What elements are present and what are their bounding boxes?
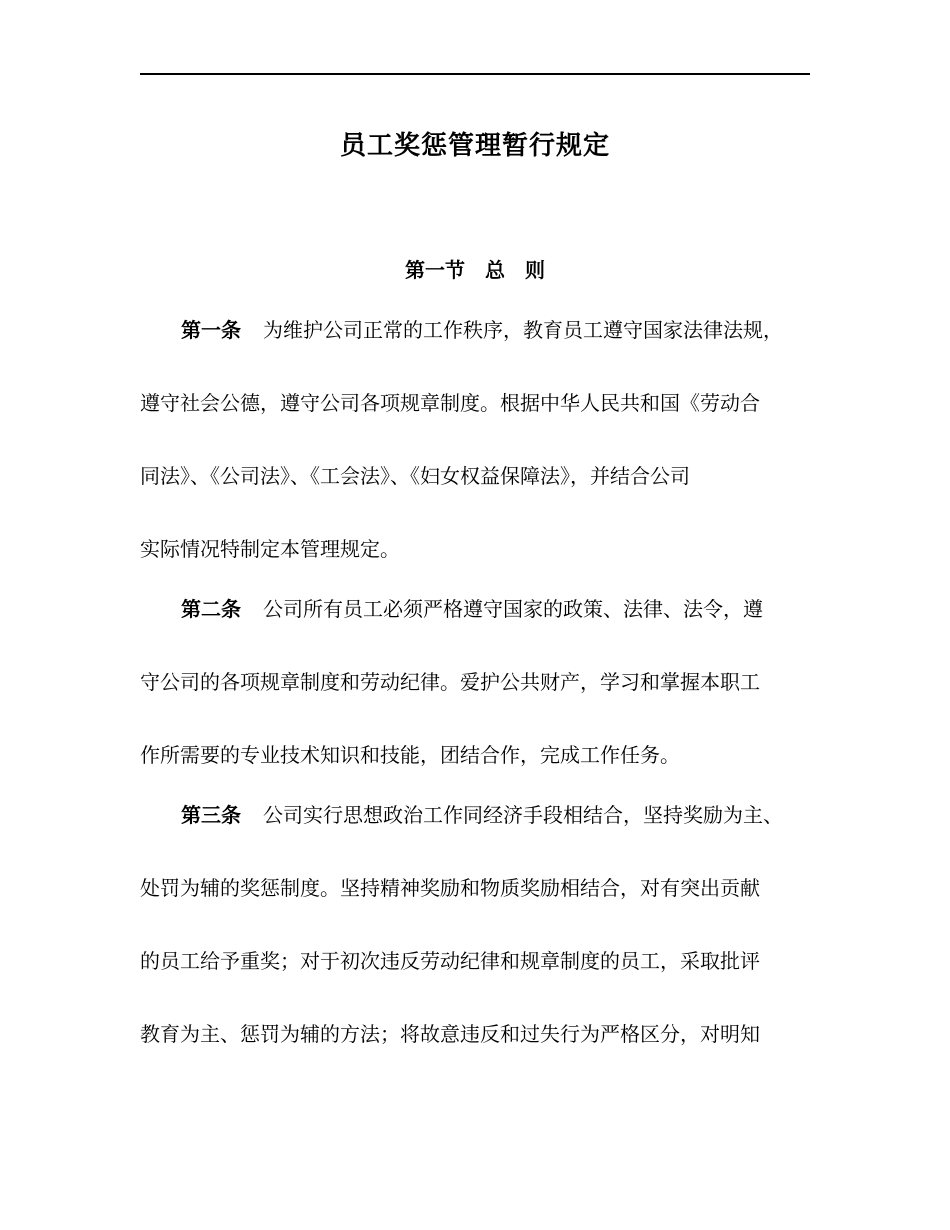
article-3-text: 公司实行思想政治工作同经济手段相结合，坚持奖励为主、	[263, 803, 783, 827]
article-1-text: 为维护公司正常的工作秩序，教育员工遵守国家法律法规，	[263, 318, 783, 342]
article-1-label: 第一条	[181, 318, 241, 342]
article-2-line: 守公司的各项规章制度和劳动纪律。爱护公共财产，学习和掌握本职工	[140, 670, 760, 694]
article-2-text: 公司所有员工必须严格遵守国家的政策、法律、法令，遵	[263, 597, 763, 621]
section-heading: 第一节 总 则	[405, 258, 545, 282]
article-3-line: 的员工给予重奖；对于初次违反劳动纪律和规章制度的员工，采取批评	[140, 949, 760, 973]
article-1-line: 遵守社会公德，遵守公司各项规章制度。根据中华人民共和国《劳动合	[140, 391, 760, 415]
article-1-first-line	[181, 315, 861, 345]
article-2-line: 作所需要的专业技术知识和技能，团结合作，完成工作任务。	[140, 743, 680, 767]
article-1-line: 实际情况特制定本管理规定。	[140, 537, 400, 561]
article-1-line: 同法》、《公司法》、《工会法》、《妇女权益保障法》，并结合公司	[140, 464, 690, 488]
article-3-label: 第三条	[181, 803, 241, 827]
article-3-first-line	[181, 800, 861, 830]
document-title: 员工奖惩管理暂行规定	[339, 131, 610, 161]
header-rule	[140, 73, 810, 75]
article-2-first-line	[181, 594, 861, 624]
article-3-line: 教育为主、惩罚为辅的方法；将故意违反和过失行为严格区分，对明知	[140, 1022, 760, 1046]
article-2-label: 第二条	[181, 597, 241, 621]
article-3-line: 处罚为辅的奖惩制度。坚持精神奖励和物质奖励相结合，对有突出贡献	[140, 876, 760, 900]
